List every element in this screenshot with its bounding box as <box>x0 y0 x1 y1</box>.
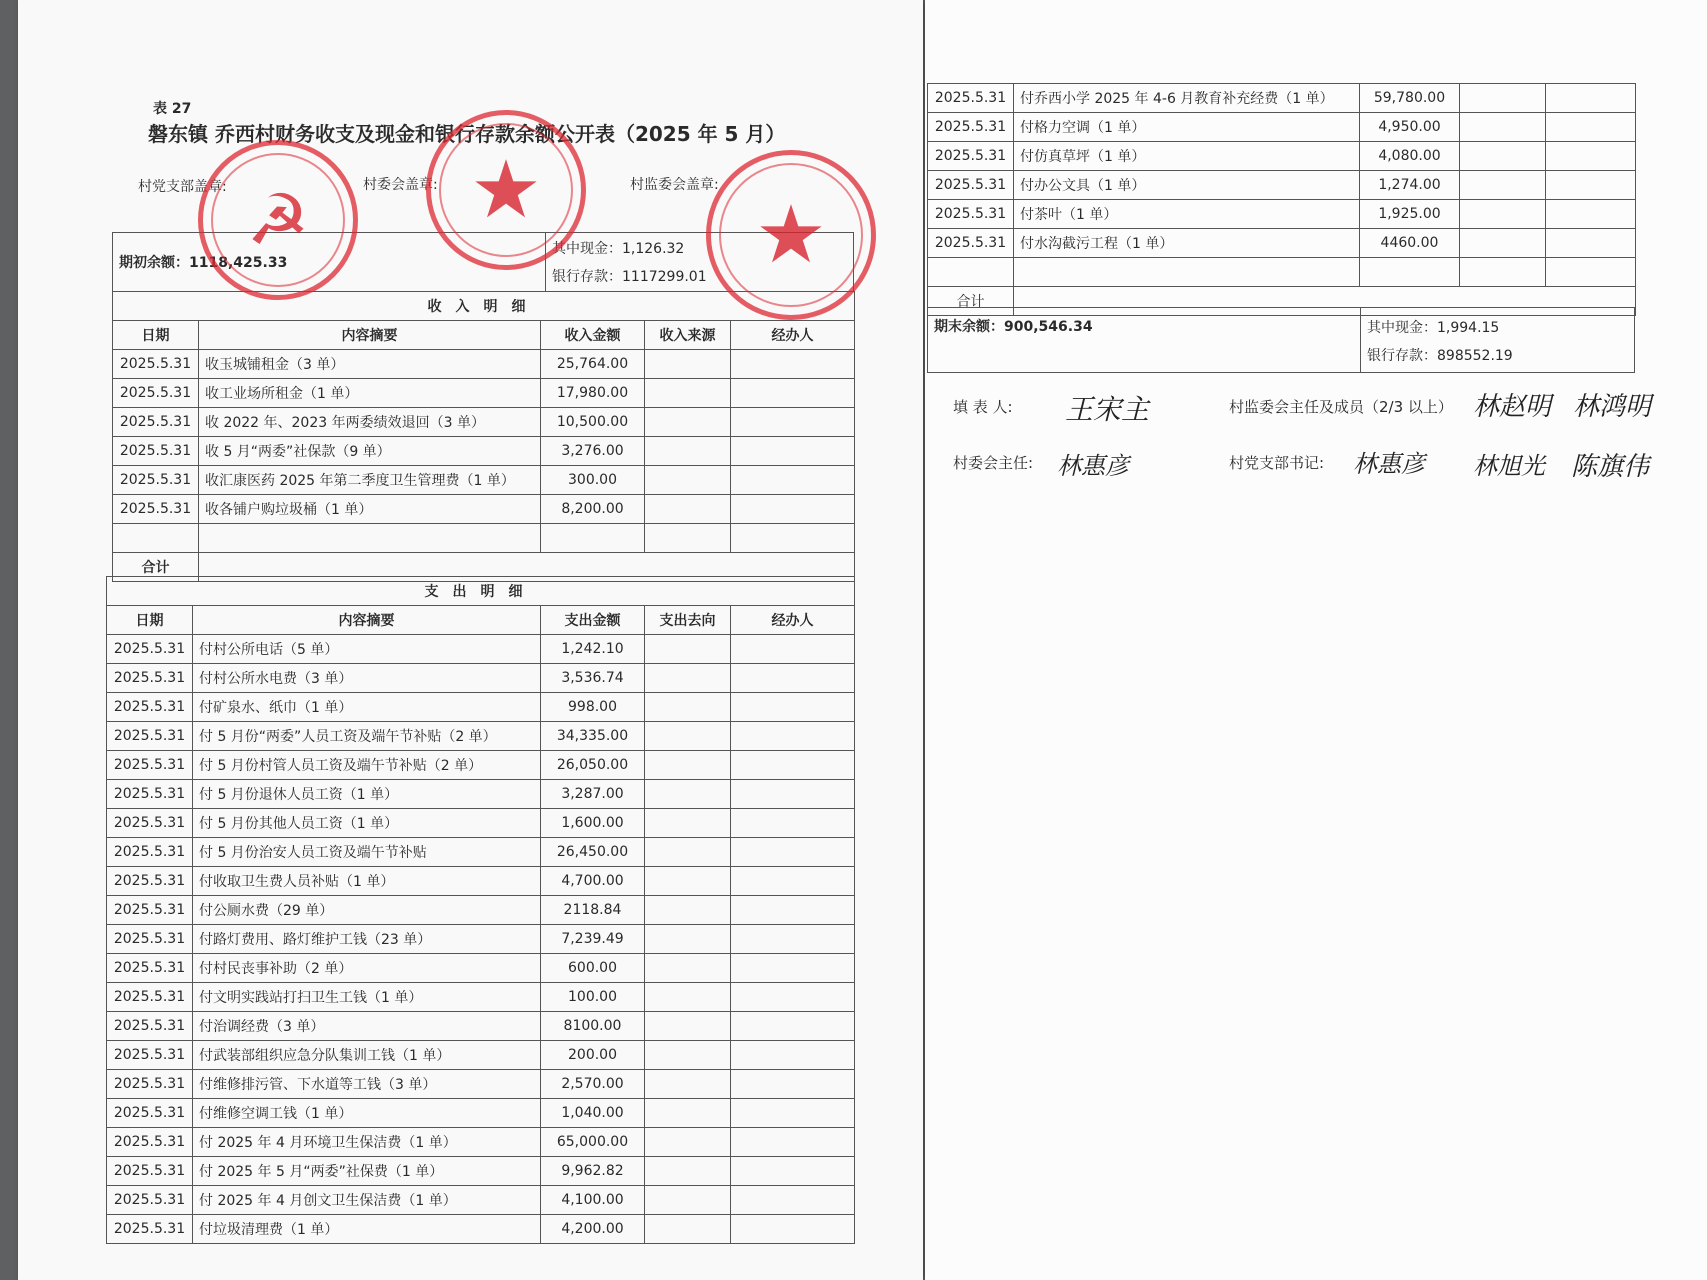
table-row <box>107 751 855 780</box>
committee-seal-label: 村委会盖章: <box>363 177 438 193</box>
row-amount: 3,276.00 <box>541 437 645 466</box>
table-row <box>928 200 1636 229</box>
row-amount: 4,100.00 <box>541 1186 645 1215</box>
row-date: 2025.5.31 <box>107 1099 193 1128</box>
opening-cash: 其中现金：1,126.32 <box>552 241 685 257</box>
empty-cell <box>645 925 731 954</box>
income-section-title: 收入明细 <box>113 292 855 321</box>
row-date: 2025.5.31 <box>107 809 193 838</box>
empty-cell <box>645 466 731 495</box>
expense-rows <box>107 635 855 1244</box>
table-row <box>107 1012 855 1041</box>
row-summary: 付茶叶（1 单） <box>1014 200 1360 229</box>
empty-cell <box>731 722 855 751</box>
party-branch-stamp <box>198 140 358 300</box>
filler-label: 填 表 人: <box>953 398 1013 416</box>
row-amount: 1,274.00 <box>1360 171 1460 200</box>
column-header: 日期 <box>113 321 199 350</box>
table-row <box>113 466 855 495</box>
row-summary: 付 5 月份“两委”人员工资及端午节补贴（2 单） <box>193 722 541 751</box>
empty-cell <box>731 1215 855 1244</box>
left-page <box>18 0 923 1280</box>
row-amount: 65,000.00 <box>541 1128 645 1157</box>
row-amount: 4460.00 <box>1360 229 1460 258</box>
row-date: 2025.5.31 <box>107 1215 193 1244</box>
empty-cell <box>731 1099 855 1128</box>
row-date: 2025.5.31 <box>107 780 193 809</box>
secretary-signature-1: 林惠彦 <box>1353 450 1425 478</box>
empty-cell <box>645 635 731 664</box>
right-page <box>925 0 1707 1280</box>
opening-bank: 银行存款：1117299.01 <box>552 269 707 285</box>
expense-continued-rows <box>928 84 1636 258</box>
row-amount: 1,925.00 <box>1360 200 1460 229</box>
table-row <box>107 780 855 809</box>
expense-section-title: 支出明细 <box>107 577 855 606</box>
table-row <box>928 229 1636 258</box>
row-amount: 8100.00 <box>541 1012 645 1041</box>
row-amount: 8,200.00 <box>541 495 645 524</box>
row-date: 2025.5.31 <box>107 722 193 751</box>
table-row <box>113 379 855 408</box>
row-summary: 付 5 月份退休人员工资（1 单） <box>193 780 541 809</box>
empty-cell <box>731 408 855 437</box>
empty-cell <box>645 1215 731 1244</box>
row-summary: 付 5 月份其他人员工资（1 单） <box>193 809 541 838</box>
empty-cell <box>645 693 731 722</box>
table-row <box>113 408 855 437</box>
row-amount: 10,500.00 <box>541 408 645 437</box>
column-header: 经办人 <box>731 321 855 350</box>
row-date: 2025.5.31 <box>107 983 193 1012</box>
director-label: 村委会主任: <box>953 454 1034 472</box>
star-icon: ★ <box>470 143 542 236</box>
table-row <box>107 896 855 925</box>
row-summary: 付水沟截污工程（1 单） <box>1014 229 1360 258</box>
party-branch-seal-label: 村党支部盖章: <box>138 179 227 195</box>
row-date: 2025.5.31 <box>107 925 193 954</box>
row-amount: 2118.84 <box>541 896 645 925</box>
row-date: 2025.5.31 <box>928 84 1014 113</box>
empty-cell <box>731 1186 855 1215</box>
row-date: 2025.5.31 <box>928 113 1014 142</box>
row-summary: 付村民丧事补助（2 单） <box>193 954 541 983</box>
table-row <box>107 1128 855 1157</box>
row-amount: 4,700.00 <box>541 867 645 896</box>
row-summary: 付格力空调（1 单） <box>1014 113 1360 142</box>
empty-cell <box>731 751 855 780</box>
table-row <box>928 84 1636 113</box>
row-amount: 2,570.00 <box>541 1070 645 1099</box>
row-date: 2025.5.31 <box>107 954 193 983</box>
row-date: 2025.5.31 <box>107 693 193 722</box>
expense-total-label: 合计 <box>928 287 1014 316</box>
row-summary: 付 2025 年 4 月环境卫生保洁费（1 单） <box>193 1128 541 1157</box>
empty-cell <box>645 1186 731 1215</box>
row-summary: 收 2022 年、2023 年两委绩效退回（3 单） <box>199 408 541 437</box>
empty-cell <box>645 379 731 408</box>
income-total-label: 合计 <box>113 553 199 582</box>
row-date: 2025.5.31 <box>107 664 193 693</box>
row-date: 2025.5.31 <box>107 1186 193 1215</box>
row-date: 2025.5.31 <box>107 1157 193 1186</box>
empty-cell <box>645 1070 731 1099</box>
empty-cell <box>645 1099 731 1128</box>
column-header: 内容摘要 <box>199 321 541 350</box>
empty-cell <box>645 1157 731 1186</box>
row-summary: 付村公所水电费（3 单） <box>193 664 541 693</box>
row-date: 2025.5.31 <box>107 635 193 664</box>
empty-cell <box>1460 229 1546 258</box>
row-date: 2025.5.31 <box>107 1070 193 1099</box>
empty-cell <box>645 437 731 466</box>
row-date: 2025.5.31 <box>107 1012 193 1041</box>
table-row <box>928 142 1636 171</box>
row-summary: 付文明实践站打扫卫生工钱（1 单） <box>193 983 541 1012</box>
row-date: 2025.5.31 <box>107 838 193 867</box>
row-date: 2025.5.31 <box>928 229 1014 258</box>
closing-balance: 期末余额：900,546.34 <box>928 308 1361 373</box>
empty-cell <box>731 495 855 524</box>
empty-cell <box>645 1012 731 1041</box>
empty-cell <box>731 1128 855 1157</box>
empty-cell <box>731 664 855 693</box>
empty-cell <box>645 350 731 379</box>
row-date: 2025.5.31 <box>113 408 199 437</box>
row-date: 2025.5.31 <box>113 466 199 495</box>
row-amount: 1,242.10 <box>541 635 645 664</box>
expense-header-row <box>107 606 855 635</box>
row-amount: 26,450.00 <box>541 838 645 867</box>
row-date: 2025.5.31 <box>113 379 199 408</box>
row-summary: 收玉城铺租金（3 单） <box>199 350 541 379</box>
row-summary: 付维修排污管、下水道等工钱（3 单） <box>193 1070 541 1099</box>
empty-cell <box>1460 113 1546 142</box>
row-summary: 收工业场所租金（1 单） <box>199 379 541 408</box>
empty-cell <box>1460 200 1546 229</box>
row-amount: 3,536.74 <box>541 664 645 693</box>
empty-cell <box>731 896 855 925</box>
closing-balance-table <box>927 307 1635 373</box>
table-row <box>107 867 855 896</box>
table-row <box>113 495 855 524</box>
row-date: 2025.5.31 <box>107 867 193 896</box>
column-header: 收入金额 <box>541 321 645 350</box>
secretary-label: 村党支部书记: <box>1229 454 1325 472</box>
supervision-seal-label: 村监委会盖章: <box>630 177 719 193</box>
table-row <box>113 437 855 466</box>
row-amount: 1,600.00 <box>541 809 645 838</box>
table-row <box>107 809 855 838</box>
row-date: 2025.5.31 <box>107 751 193 780</box>
row-date: 2025.5.31 <box>113 437 199 466</box>
row-date: 2025.5.31 <box>113 350 199 379</box>
row-summary: 付维修空调工钱（1 单） <box>193 1099 541 1128</box>
table-row <box>107 983 855 1012</box>
row-amount: 25,764.00 <box>541 350 645 379</box>
row-amount: 34,335.00 <box>541 722 645 751</box>
row-amount: 100.00 <box>541 983 645 1012</box>
row-summary: 付矿泉水、纸巾（1 单） <box>193 693 541 722</box>
empty-cell <box>645 664 731 693</box>
empty-cell <box>645 867 731 896</box>
empty-cell <box>645 896 731 925</box>
empty-cell <box>645 780 731 809</box>
table-number: 表 27 <box>153 101 192 117</box>
row-amount: 59,780.00 <box>1360 84 1460 113</box>
table-row <box>107 925 855 954</box>
secretary-signature-2: 林旭光 <box>1473 452 1545 480</box>
empty-cell <box>645 838 731 867</box>
row-amount: 600.00 <box>541 954 645 983</box>
empty-cell <box>645 954 731 983</box>
closing-cash: 其中现金：1,994.15 <box>1367 320 1500 336</box>
row-summary: 付收取卫生费人员补贴（1 单） <box>193 867 541 896</box>
table-row <box>107 838 855 867</box>
star-icon: ★ <box>755 188 827 281</box>
row-date: 2025.5.31 <box>107 1128 193 1157</box>
empty-cell <box>731 466 855 495</box>
row-amount: 9,962.82 <box>541 1157 645 1186</box>
row-summary: 付垃圾清理费（1 单） <box>193 1215 541 1244</box>
supervisor-signature-2: 林鸿明 <box>1573 392 1652 422</box>
table-row <box>107 635 855 664</box>
empty-cell <box>731 954 855 983</box>
row-amount: 998.00 <box>541 693 645 722</box>
row-summary: 付治调经费（3 单） <box>193 1012 541 1041</box>
row-summary: 收各铺户购垃圾桶（1 单） <box>199 495 541 524</box>
empty-cell <box>731 780 855 809</box>
table-row <box>107 693 855 722</box>
row-amount: 3,287.00 <box>541 780 645 809</box>
empty-cell <box>731 350 855 379</box>
row-summary: 付办公文具（1 单） <box>1014 171 1360 200</box>
empty-cell <box>731 635 855 664</box>
row-summary: 付乔西小学 2025 年 4-6 月教育补充经费（1 单） <box>1014 84 1360 113</box>
village-committee-stamp <box>426 110 586 270</box>
empty-cell <box>731 983 855 1012</box>
table-row <box>107 1157 855 1186</box>
table-row <box>107 664 855 693</box>
income-rows <box>113 350 855 553</box>
empty-cell <box>1460 171 1546 200</box>
table-row <box>107 954 855 983</box>
empty-cell <box>645 983 731 1012</box>
row-date: 2025.5.31 <box>107 1041 193 1070</box>
empty-cell <box>731 437 855 466</box>
empty-cell <box>1546 200 1636 229</box>
supervisor-label: 村监委会主任及成员（2/3 以上） <box>1229 398 1453 416</box>
column-header: 日期 <box>107 606 193 635</box>
row-date: 2025.5.31 <box>107 896 193 925</box>
expense-table <box>106 576 855 1244</box>
column-header: 经办人 <box>731 606 855 635</box>
table-row <box>107 1215 855 1244</box>
empty-cell <box>731 1157 855 1186</box>
row-summary: 付仿真草坪（1 单） <box>1014 142 1360 171</box>
empty-cell <box>1460 84 1546 113</box>
row-amount: 1,040.00 <box>541 1099 645 1128</box>
page-title: 磐东镇 乔西村财务收支及现金和银行存款余额公开表（2025 年 5 月） <box>148 122 786 146</box>
row-summary: 收 5 月“两委”社保款（9 单） <box>199 437 541 466</box>
income-table <box>112 291 855 582</box>
expense-continued-table <box>927 83 1636 316</box>
empty-cell <box>645 1041 731 1070</box>
empty-cell <box>731 693 855 722</box>
empty-cell <box>645 1128 731 1157</box>
empty-cell <box>731 809 855 838</box>
row-date: 2025.5.31 <box>113 495 199 524</box>
table-row <box>107 1186 855 1215</box>
empty-cell <box>731 867 855 896</box>
empty-cell <box>1546 229 1636 258</box>
empty-cell <box>1546 171 1636 200</box>
table-row <box>107 722 855 751</box>
row-summary: 付村公所电话（5 单） <box>193 635 541 664</box>
director-signature: 林惠彦 <box>1057 452 1129 480</box>
supervisor-signature-1: 林赵明 <box>1473 392 1552 422</box>
empty-cell <box>731 1041 855 1070</box>
empty-cell <box>731 838 855 867</box>
row-amount: 4,080.00 <box>1360 142 1460 171</box>
row-summary: 付 2025 年 4 月创文卫生保洁费（1 单） <box>193 1186 541 1215</box>
empty-cell <box>731 1070 855 1099</box>
table-row <box>928 171 1636 200</box>
row-summary: 付武装部组织应急分队集训工钱（1 单） <box>193 1041 541 1070</box>
empty-cell <box>645 809 731 838</box>
table-row <box>107 1099 855 1128</box>
row-amount: 300.00 <box>541 466 645 495</box>
filler-signature: 王宋主 <box>1065 393 1150 426</box>
table-row <box>113 350 855 379</box>
column-header: 支出去向 <box>645 606 731 635</box>
row-date: 2025.5.31 <box>928 142 1014 171</box>
row-amount: 200.00 <box>541 1041 645 1070</box>
empty-cell <box>1546 113 1636 142</box>
empty-cell <box>645 751 731 780</box>
row-date: 2025.5.31 <box>928 200 1014 229</box>
row-summary: 付公厕水费（29 单） <box>193 896 541 925</box>
column-header: 内容摘要 <box>193 606 541 635</box>
table-row <box>107 1070 855 1099</box>
row-amount: 26,050.00 <box>541 751 645 780</box>
row-summary: 付 2025 年 5 月“两委”社保费（1 单） <box>193 1157 541 1186</box>
empty-cell <box>731 379 855 408</box>
hammer-sickle-icon: ☭ <box>246 179 310 261</box>
column-header: 支出金额 <box>541 606 645 635</box>
row-amount: 17,980.00 <box>541 379 645 408</box>
empty-cell <box>1546 84 1636 113</box>
row-amount: 4,200.00 <box>541 1215 645 1244</box>
table-row <box>928 113 1636 142</box>
blank-row <box>113 524 855 553</box>
row-date: 2025.5.31 <box>928 171 1014 200</box>
empty-cell <box>731 1012 855 1041</box>
opening-balance: 期初余额：1118,425.33 <box>113 233 546 292</box>
secretary-signature-3: 陈旗伟 <box>1571 452 1650 482</box>
row-summary: 付 5 月份治安人员工资及端午节补贴 <box>193 838 541 867</box>
row-summary: 收汇康医药 2025 年第二季度卫生管理费（1 单） <box>199 466 541 495</box>
income-header-row <box>113 321 855 350</box>
row-summary: 付 5 月份村管人员工资及端午节补贴（2 单） <box>193 751 541 780</box>
row-amount: 4,950.00 <box>1360 113 1460 142</box>
supervision-committee-stamp <box>706 150 876 320</box>
empty-cell <box>645 408 731 437</box>
closing-bank: 银行存款：898552.19 <box>1367 348 1513 364</box>
column-header: 收入来源 <box>645 321 731 350</box>
empty-cell <box>645 495 731 524</box>
row-summary: 付路灯费用、路灯维护工钱（23 单） <box>193 925 541 954</box>
table-row <box>107 1041 855 1070</box>
empty-cell <box>1460 142 1546 171</box>
row-amount: 7,239.49 <box>541 925 645 954</box>
empty-cell <box>645 722 731 751</box>
empty-cell <box>731 925 855 954</box>
empty-cell <box>1546 142 1636 171</box>
